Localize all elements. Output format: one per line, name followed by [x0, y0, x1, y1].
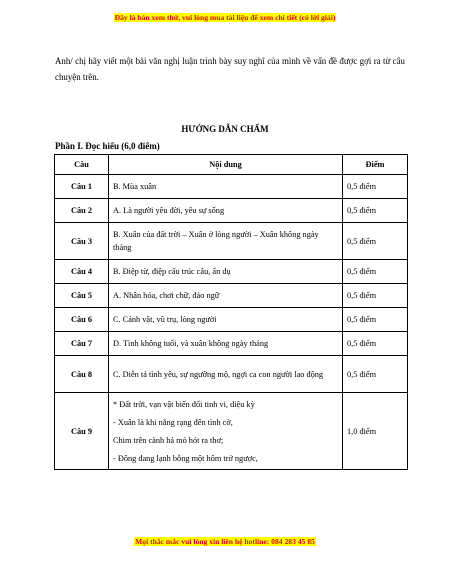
preview-notice-banner	[0, 13, 450, 22]
question-number: Câu 4	[55, 260, 109, 284]
question-number: Câu 9	[55, 393, 109, 470]
table-row	[55, 260, 408, 284]
table-row	[55, 175, 408, 199]
answer-score: 0,5 điểm	[343, 175, 408, 199]
answer-score: 0,5 điểm	[343, 223, 408, 260]
answer-content: B. Mùa xuân	[109, 175, 343, 199]
answer-score: 1,0 điểm	[343, 393, 408, 470]
table-row	[55, 223, 408, 260]
answer-line: - Đông đang lạnh bỗng một hôm trở ngược,	[113, 454, 258, 463]
header-content: Nội dung	[109, 155, 343, 175]
section-title: Phần I. Đọc hiểu (6,0 điểm)	[55, 141, 160, 151]
essay-prompt: Anh/ chị hãy viết một bài văn nghị luận trình bày suy nghĩ của mình về vấn đề được gợi ra từ câu chuyện trên.	[55, 56, 405, 82]
answer-content: C. Cảnh vật, vũ trụ, lòng người	[109, 308, 343, 332]
question-number: Câu 3	[55, 223, 109, 260]
table-row	[55, 308, 408, 332]
answer-line: Chim trên cành hả mỏ hót ra thơ;	[113, 436, 224, 445]
table-row	[55, 199, 408, 223]
header-question: Câu	[55, 155, 109, 175]
answer-content: B. Xuân của đất trời – Xuân ở lòng người – Xuân không ngày tháng	[109, 223, 343, 260]
answer-score: 0,5 điểm	[343, 284, 408, 308]
question-number: Câu 2	[55, 199, 109, 223]
table-row	[55, 332, 408, 356]
table-row	[55, 284, 408, 308]
answer-content: C. Diễn tả tình yêu, sự ngưỡng mộ, ngợi ca con người lao động	[109, 356, 343, 393]
answer-key-table	[54, 154, 408, 470]
question-number: Câu 7	[55, 332, 109, 356]
table-row	[55, 356, 408, 393]
answer-line: - Xuân là khi nắng rạng đến tình cờ,	[113, 418, 233, 427]
answer-content: D. Tình không tuổi, và xuân không ngày tháng	[109, 332, 343, 356]
question-number: Câu 8	[55, 356, 109, 393]
header-score: Điểm	[343, 155, 408, 175]
hotline-banner	[0, 537, 450, 546]
answer-score: 0,5 điểm	[343, 260, 408, 284]
preview-notice-text: Đây là bản xem thử, vui lòng mua tài liệu để xem chi tiết (có lời giải)	[114, 13, 336, 22]
answer-content: A. Nhân hóa, chơi chữ, đảo ngữ	[109, 284, 343, 308]
table-row	[55, 393, 408, 470]
table-header-row	[55, 155, 408, 175]
question-number: Câu 1	[55, 175, 109, 199]
answer-content	[109, 393, 343, 470]
answer-score: 0,5 điểm	[343, 332, 408, 356]
answer-score: 0,5 điểm	[343, 356, 408, 393]
answer-score: 0,5 điểm	[343, 308, 408, 332]
answer-content: A. Là người yêu đời, yêu sự sống	[109, 199, 343, 223]
question-number: Câu 5	[55, 284, 109, 308]
answer-line: * Đất trời, vạn vật biến đổi tinh vi, diệu kỳ	[113, 400, 255, 409]
question-number: Câu 6	[55, 308, 109, 332]
answer-content: B. Điệp từ, điệp cấu trúc câu, ẩn dụ	[109, 260, 343, 284]
answer-score: 0,5 điểm	[343, 199, 408, 223]
grading-guide-title: HƯỚNG DẪN CHẤM	[181, 124, 269, 134]
hotline-text: Mọi thắc mắc vui lòng xin liên hệ hotline: 084 283 45 85	[135, 537, 315, 546]
